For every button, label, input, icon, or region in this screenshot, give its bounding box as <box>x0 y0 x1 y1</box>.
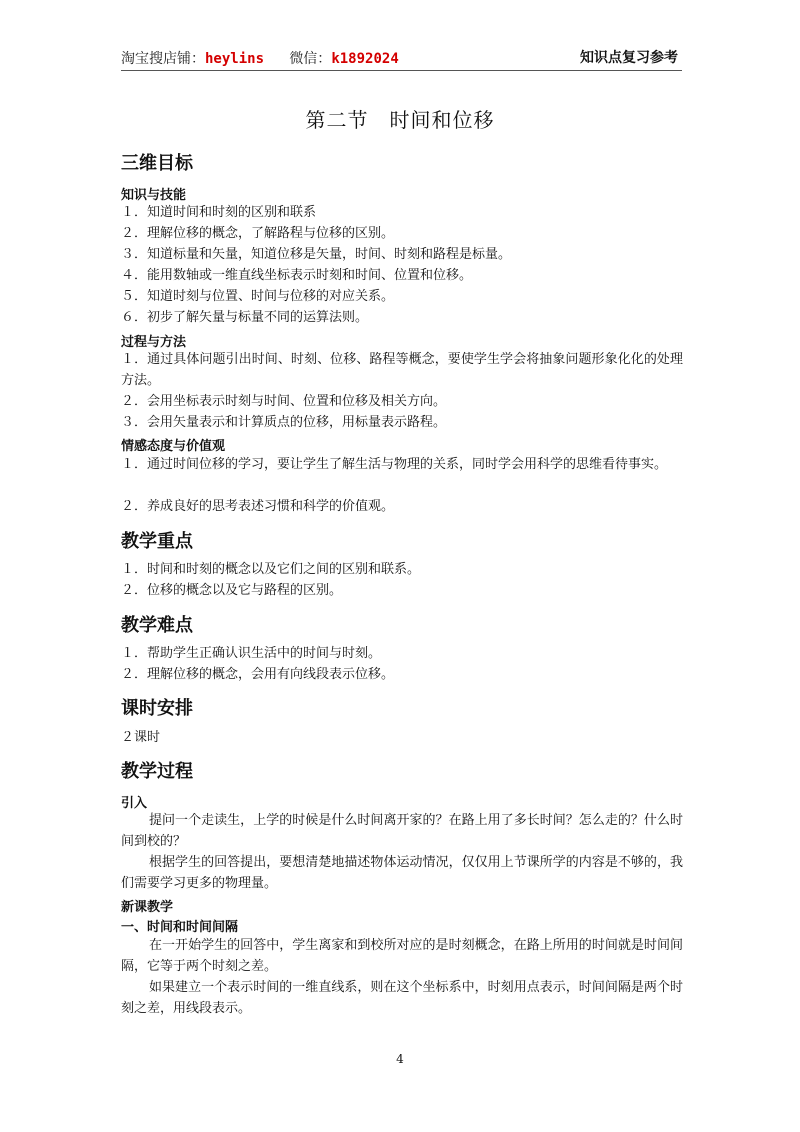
process-method-heading: 过程与方法 <box>121 335 187 350</box>
difficulty-item: ２．理解位移的概念，会用有向线段表示位移。 <box>121 667 395 682</box>
schedule-text: ２课时 <box>121 730 161 745</box>
process-method-item: １．通过具体问题引出时间、时刻、位移、路程等概念，要使学生学会将抽象问题形象化化的处理方法。 <box>121 352 683 388</box>
knowledge-item: ６．初步了解矢量与标量不同的运算法则。 <box>121 310 369 325</box>
process-method-item: ３．会用矢量表示和计算质点的位移，用标量表示路程。 <box>121 415 447 430</box>
wechat-label: 微信： <box>289 51 332 67</box>
intro-heading: 引入 <box>121 796 148 811</box>
key-point-item: １．时间和时刻的概念以及它们之间的区别和联系。 <box>121 562 421 577</box>
attitude-item: １．通过时间位移的学习，要让学生了解生活与物理的关系，同时学会用科学的思维看待事实。 <box>121 457 668 472</box>
new-lesson-heading: 新课教学 <box>121 900 174 915</box>
attitude-item: ２．养成良好的思考表述习惯和科学的价值观。 <box>121 499 395 514</box>
lesson-paragraph: 在一开始学生的回答中，学生离家和到校所对应的是时刻概念，在路上所用的时间就是时间间隔，它等于两个时刻之差。 <box>121 938 683 974</box>
process-heading: 教学过程 <box>121 761 193 782</box>
knowledge-item: ２．理解位移的概念，了解路程与位移的区别。 <box>121 226 395 241</box>
lesson-paragraph: 如果建立一个表示时间的一维直线系，则在这个坐标系中，时刻用点表示，时间间隔是两个时刻之差，用线段表示。 <box>121 980 683 1016</box>
header-right-title: 知识点复习参考 <box>580 50 678 66</box>
process-method-item: ２．会用坐标表示时刻与时间、位置和位移及相关方向。 <box>121 394 447 409</box>
intro-paragraph: 根据学生的回答提出，要想清楚地描述物体运动情况，仅仅用上节课所学的内容是不够的，我们需要学习更多的物理量。 <box>121 855 683 891</box>
page-number: 4 <box>396 1052 404 1066</box>
shop-name: heylins <box>205 51 265 67</box>
knowledge-item: ４．能用数轴或一维直线坐标表示时刻和时间、位置和位移。 <box>121 268 473 283</box>
page-header <box>121 44 682 71</box>
knowledge-item: ３．知道标量和矢量，知道位移是矢量，时间、时刻和路程是标量。 <box>121 247 512 262</box>
key-points-heading: 教学重点 <box>121 531 193 552</box>
page-title: 第二节 时间和位移 <box>305 108 495 132</box>
difficulties-heading: 教学难点 <box>121 615 193 636</box>
header-shop-info <box>121 48 399 68</box>
knowledge-heading: 知识与技能 <box>121 188 187 203</box>
objectives-heading: 三维目标 <box>121 153 193 174</box>
attitude-heading: 情感态度与价值观 <box>121 439 226 454</box>
schedule-heading: 课时安排 <box>121 698 193 719</box>
time-interval-heading: 一、时间和时间间隔 <box>121 920 239 935</box>
shop-label: 淘宝搜店铺： <box>121 51 205 67</box>
knowledge-item: １．知道时间和时刻的区别和联系 <box>121 205 317 220</box>
key-point-item: ２．位移的概念以及它与路程的区别。 <box>121 583 343 598</box>
difficulty-item: １．帮助学生正确认识生活中的时间与时刻。 <box>121 646 382 661</box>
knowledge-item: ５．知道时刻与位置、时间与位移的对应关系。 <box>121 289 395 304</box>
intro-paragraph: 提问一个走读生，上学的时候是什么时间离开家的？在路上用了多长时间？怎么走的？什么时间到校的？ <box>121 813 683 849</box>
wechat-id: k1892024 <box>331 51 399 67</box>
